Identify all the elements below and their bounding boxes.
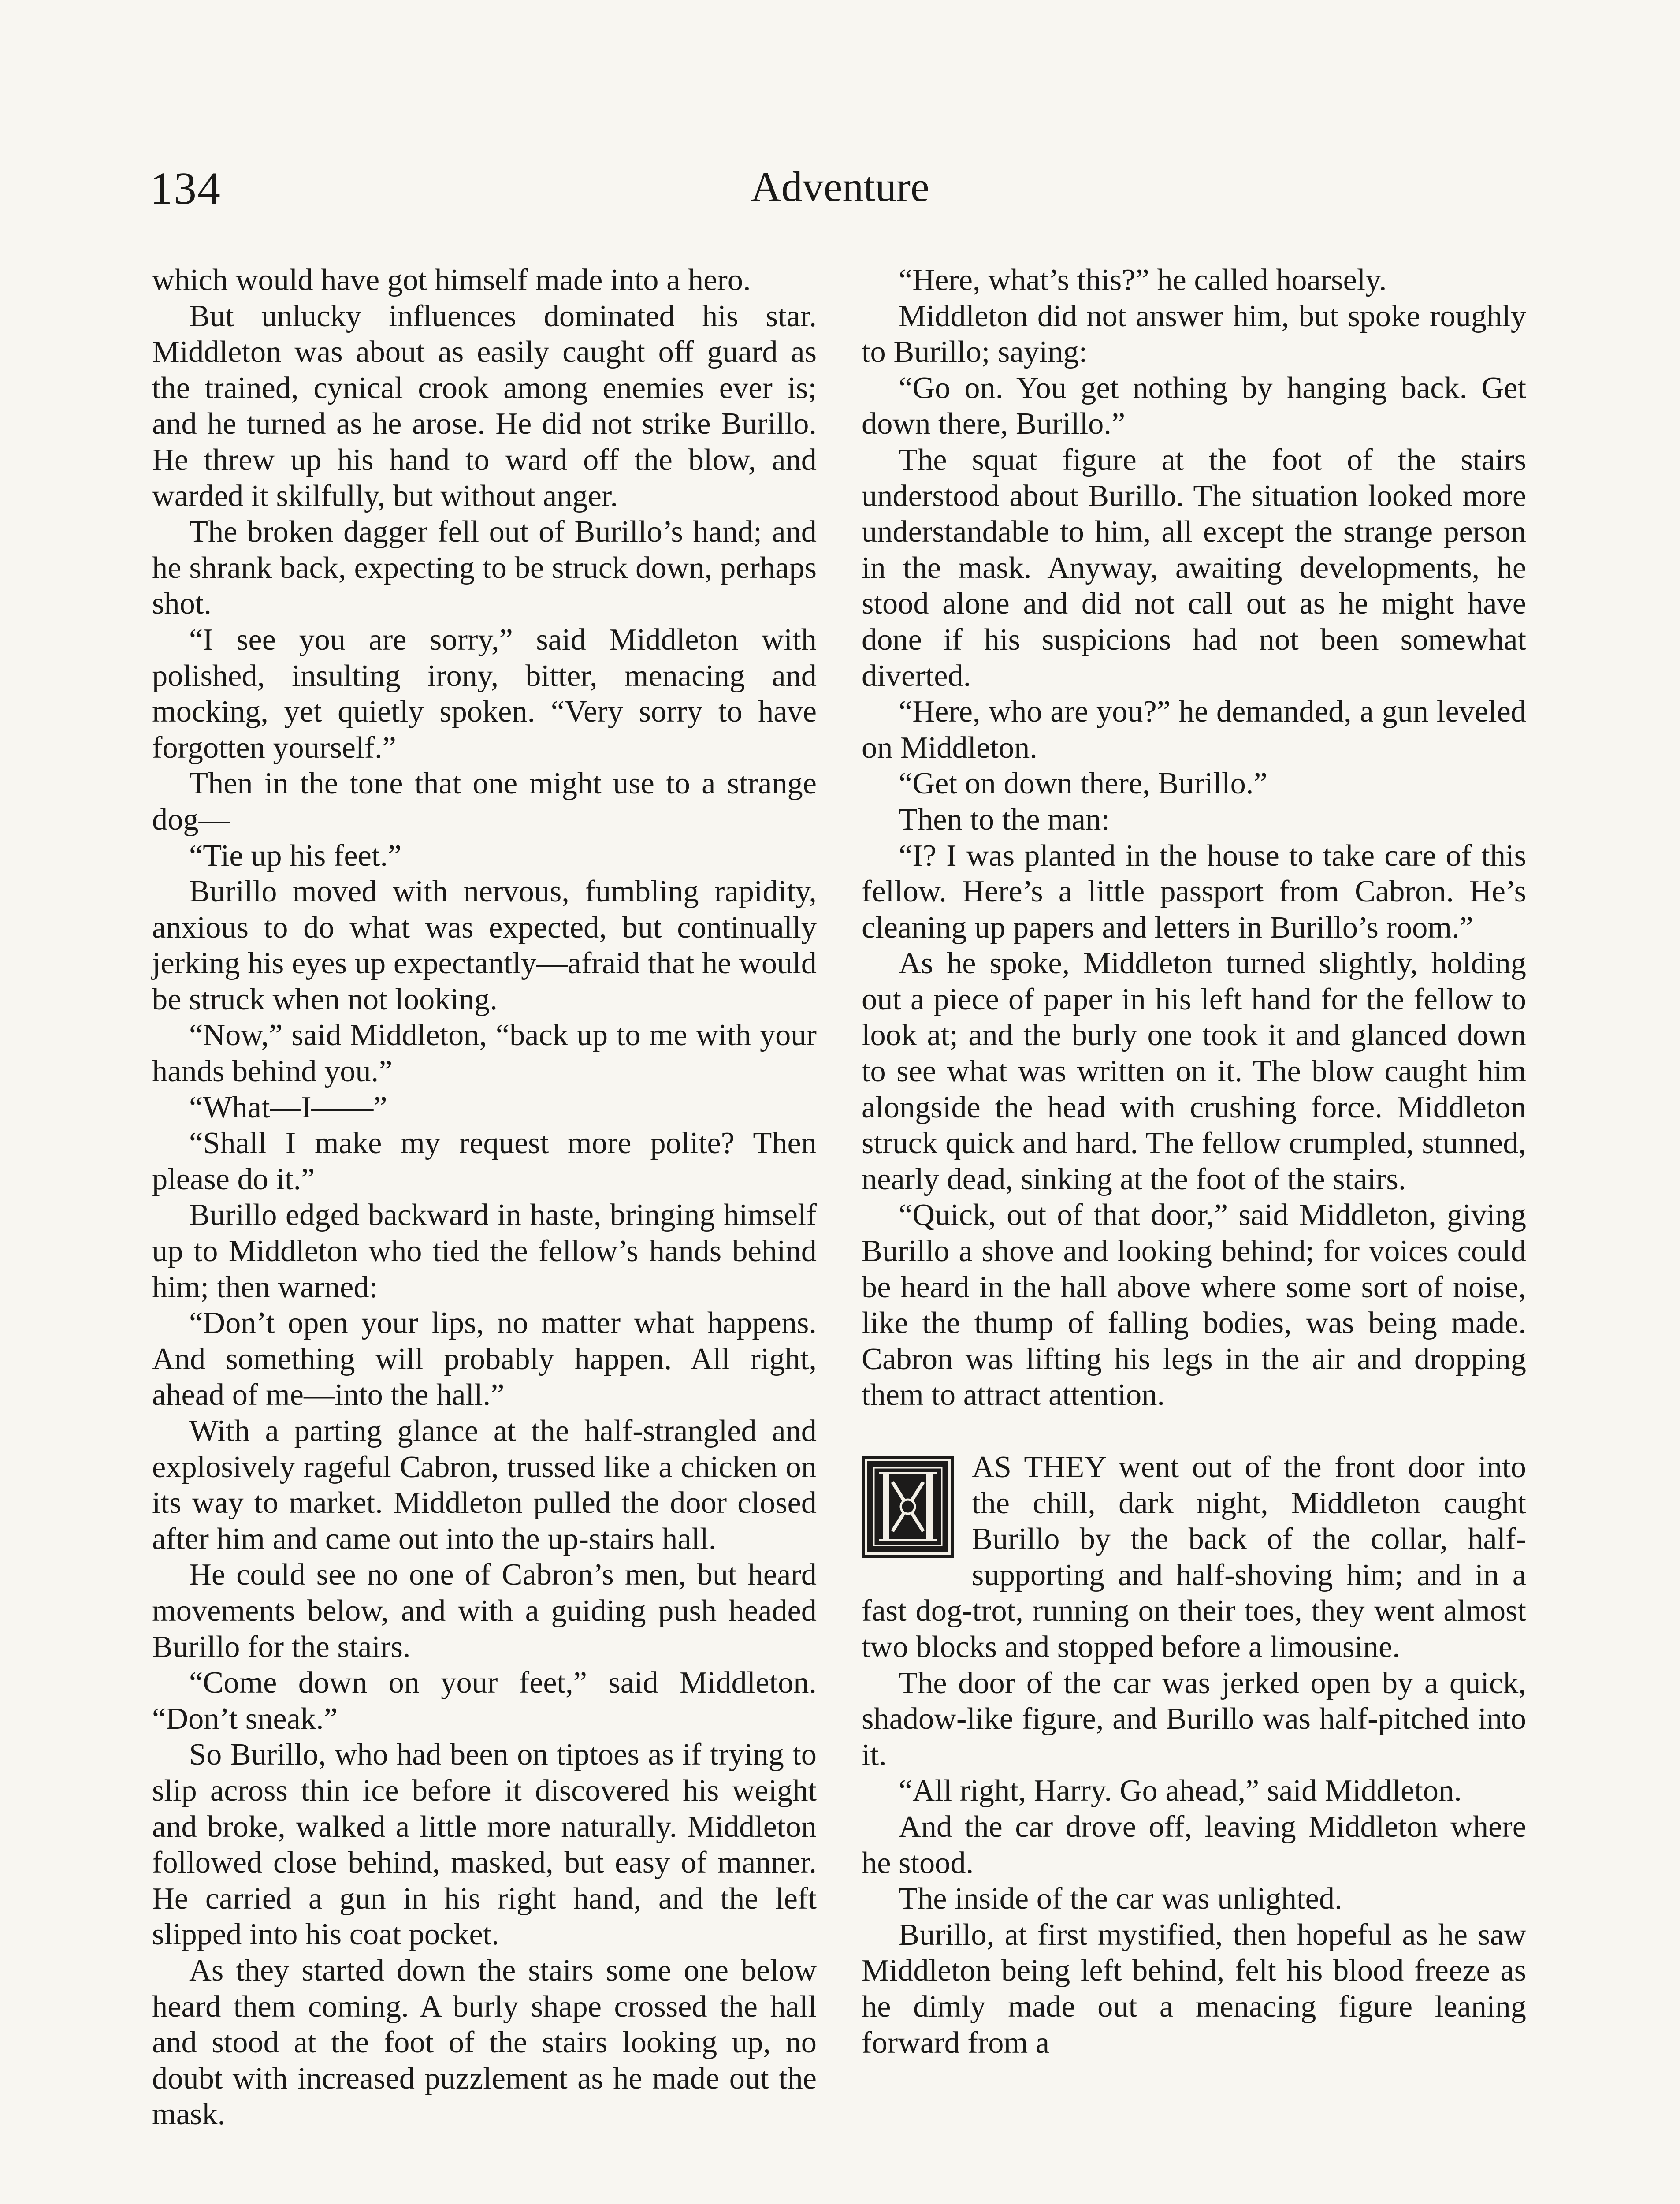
paragraph: Middleton did not answer him, but spoke roughly to Burillo; saying: (862, 298, 1526, 369)
paragraph: “Here, who are you?” he demanded, a gun leveled on Middleton. (862, 694, 1526, 765)
right-column (862, 262, 1526, 2061)
paragraph: “I? I was planted in the house to take care of this fellow. Here’s a little passport from Cabron. He’s cleaning up papers and letters in Burillo’s room.” (862, 838, 1526, 945)
paragraph: The door of the car was jerked open by a quick, shadow-like figure, and Burillo was half-pitched into it. (862, 1665, 1526, 1772)
paragraph: “Now,” said Middleton, “back up to me with your hands behind you.” (152, 1018, 817, 1089)
paragraph: “Quick, out of that door,” said Middleton, giving Burillo a shove and looking behind; for voices could be heard in the hall above where some sort of noise, like the thump of falling bodies, was being made. Cabron was lifting his legs in the air and dropping them to attract attention. (862, 1198, 1526, 1412)
paragraph: The squat figure at the foot of the stairs understood about Burillo. The situation looked more understandable to him, all except the strange person in the mask. Anyway, awaiting developments, he stood alone and did not call out as he might have done if his suspicions had not been somewhat diverted. (862, 442, 1526, 693)
paragraph: As he spoke, Middleton turned slightly, holding out a piece of paper in his left hand for the fellow to look at; and the burly one took it and glanced down to see what was written on it. The blow caught him alongside the head with crushing force. Middleton struck quick and hard. The fellow crumpled, stunned, nearly dead, sinking at the foot of the stairs. (862, 946, 1526, 1196)
paragraph: Then in the tone that one might use to a strange dog— (152, 766, 817, 837)
paragraph: And the car drove off, leaving Middleton where he stood. (862, 1809, 1526, 1880)
paragraph: “Don’t open your lips, no matter what happens. And something will probably happen. All right, ahead of me—into the hall.” (152, 1306, 817, 1412)
paragraph: “Go on. You get nothing by hanging back. Get down there, Burillo.” (862, 370, 1526, 441)
paragraph: “What—I——” (189, 1090, 387, 1124)
paragraph: He could see no one of Cabron’s men, but heard movements below, and with a guiding push headed Burillo for the stairs. (152, 1557, 817, 1664)
paragraph: Burillo edged backward in haste, bringing himself up to Middleton who tied the fellow’s hands behind him; then warned: (152, 1198, 817, 1304)
paragraph: “Come down on your feet,” said Middleton. “Don’t sneak.” (152, 1665, 817, 1736)
paragraph: “All right, Harry. Go ahead,” said Middleton. (899, 1773, 1462, 1808)
section-start-block (862, 1449, 1526, 1665)
paragraph: The inside of the car was unlighted. (899, 1881, 1342, 1916)
running-head-title: Adventure (751, 163, 929, 210)
paragraph: The broken dagger fell out of Burillo’s hand; and he shrank back, expecting to be struck down, perhaps shot. (152, 514, 817, 621)
paragraph: Burillo, at first mystified, then hopeful as he saw Middleton being left behind, felt his blood freeze as he dimly made out a menacing figure leaning forward from a (862, 1917, 1526, 2060)
ornamental-initial-icon (862, 1456, 954, 1558)
paragraph: “Here, what’s this?” he called hoarsely. (899, 263, 1387, 297)
paragraph: But unlucky influences dominated his star. Middleton was about as easily caught off guard as the trained, cynical crook among enemies ever is; and he turned as he arose. He did not strike Burillo. He threw up his hand to ward off the blow, and warded it skilfully, but without anger. (152, 298, 817, 513)
paragraph: “Shall I make my request more polite? Then please do it.” (152, 1126, 817, 1196)
paragraph: “Tie up his feet.” (189, 838, 402, 873)
paragraph: So Burillo, who had been on tiptoes as if trying to slip across thin ice before it discovered his weight and broke, walked a little more naturally. Middleton followed close behind, masked, but easy of manner. He carried a gun in his right hand, and the left slipped into his coat pocket. (152, 1737, 817, 1952)
paragraph: AS THEY went out of the front door into the chill, dark night, Middleton caught Burillo by the back of the collar, half-supporting and half-shoving him; and in a fast dog-trot, running on their toes, they went almost two blocks and stopped before a limousine. (862, 1450, 1526, 1664)
paragraph: Then to the man: (899, 802, 1110, 837)
paragraph: As they started down the stairs some one below heard them coming. A burly shape crossed the hall and stood at the foot of the stairs looking up, no doubt with increased puzzlement as he made out the mask. (152, 1953, 817, 2132)
paragraph: “I see you are sorry,” said Middleton with polished, insulting irony, bitter, menacing and mocking, yet quietly spoken. “Very sorry to have forgotten yourself.” (152, 622, 817, 765)
page-number: 134 (150, 163, 221, 214)
paragraph: “Get on down there, Burillo.” (899, 766, 1267, 801)
paragraph: With a parting glance at the half-strangled and explosively rageful Cabron, trussed like a chicken on its way to market. Middleton pulled the door closed after him and came out into the up-stairs hall. (152, 1414, 817, 1556)
paragraph: which would have got himself made into a hero. (152, 263, 751, 297)
paragraph: Burillo moved with nervous, fumbling rapidity, anxious to do what was expected, but continually jerking his eyes up expectantly—afraid that he would be struck when not looking. (152, 874, 817, 1016)
left-column (152, 262, 817, 2133)
